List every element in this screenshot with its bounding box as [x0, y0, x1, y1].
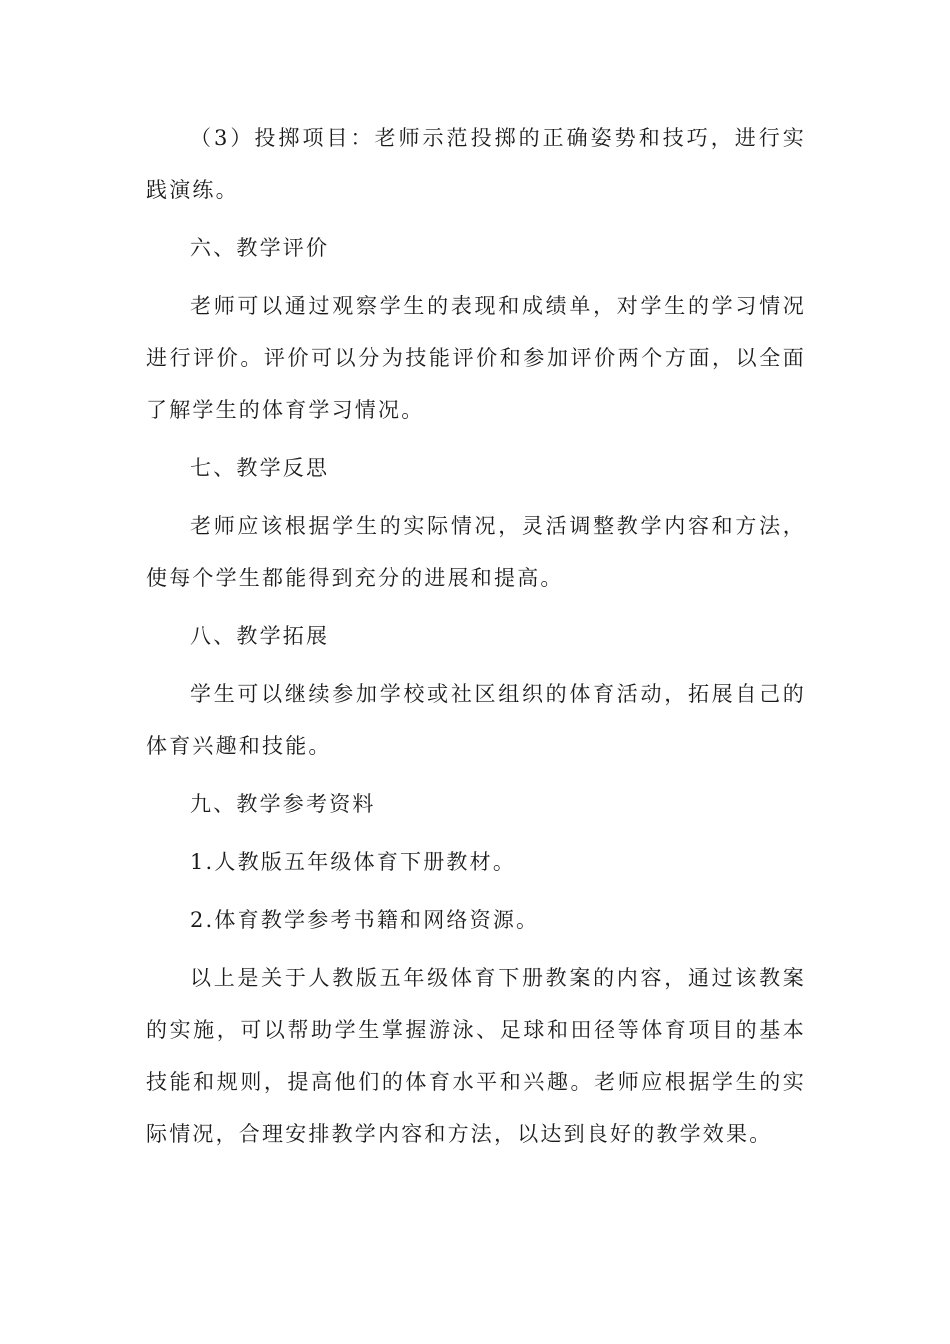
heading-teaching-evaluation: 六、教学评价 — [190, 236, 330, 260]
heading-reference-materials: 九、教学参考资料 — [190, 792, 376, 816]
heading-teaching-extension: 八、教学拓展 — [190, 624, 330, 648]
document-body — [146, 112, 806, 1166]
paragraph-reflection: 老师应该根据学生的实际情况，灵活调整教学内容和方法，使每个学生都能得到充分的进展和提高。 — [146, 514, 806, 590]
heading-teaching-reflection: 七、教学反思 — [190, 456, 330, 480]
paragraph-throwing-item: （3）投掷项目：老师示范投掷的正确姿势和技巧，进行实践演练。 — [146, 126, 806, 202]
reference-item-1: 1.人教版五年级体育下册教材。 — [190, 850, 517, 874]
paragraph-extension: 学生可以继续参加学校或社区组织的体育活动，拓展自己的体育兴趣和技能。 — [146, 682, 806, 758]
paragraph-evaluation: 老师可以通过观察学生的表现和成绩单，对学生的学习情况进行评价。评价可以分为技能评价和参加评价两个方面，以全面了解学生的体育学习情况。 — [146, 294, 806, 422]
paragraph-conclusion: 以上是关于人教版五年级体育下册教案的内容，通过该教案的实施，可以帮助学生掌握游泳、足球和田径等体育项目的基本技能和规则，提高他们的体育水平和兴趣。老师应根据学生的实际情况，合理安排教学内容和方法，以达到良好的教学效果。 — [146, 966, 806, 1146]
reference-item-2: 2.体育教学参考书籍和网络资源。 — [190, 908, 540, 932]
